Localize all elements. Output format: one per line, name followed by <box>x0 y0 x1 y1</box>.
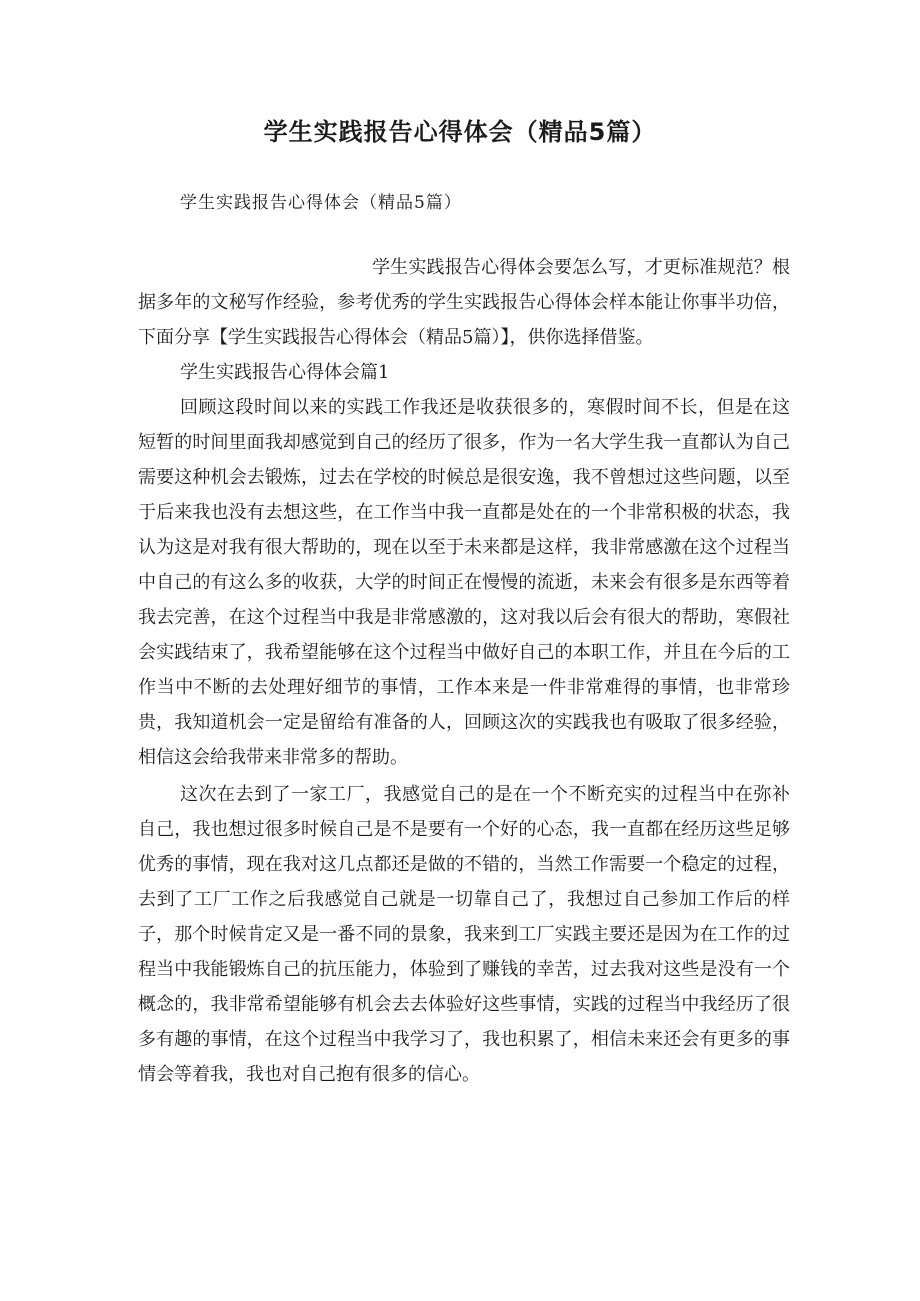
document-subtitle: 学生实践报告心得体会（精品5篇） <box>180 193 462 213</box>
body-paragraph-1: 回顾这段时间以来的实践工作我还是收获很多的，寒假时间不长，但是在这短暂的时间里面我却感觉到自己的经历了很多，作为一名大学生我一直都认为自己需要这种机会去锻炼，过去在学校的时候总是很安逸，我不曾想过这些问题，以至于后来我也没有去想这些，在工作当中我一直都是处在的一个非常积极的状态，我认为这是对我有很大帮助的，现在以至于未来都是这样，我非常感激在这个过程当中自己的有这么多的收获，大学的时间正在慢慢的流逝，未来会有很多是东西等着我去完善，在这个过程当中我是非常感激的，这对我以后会有很大的帮助，寒假社会实践结束了，我希望能够在这个过程当中做好自己的本职工作，并且在今后的工作当中不断的去处理好细节的事情，工作本来是一件非常难得的事情，也非常珍贵，我知道机会一定是留给有准备的人，回顾这次的实践我也有吸取了很多经验，相信这会给我带来非常多的帮助。 <box>138 397 790 768</box>
document-title: 学生实践报告心得体会（精品5篇） <box>263 118 657 146</box>
document-body <box>138 250 790 1092</box>
intro-paragraph: 学生实践报告心得体会要怎么写，才更标准规范？根据多年的文秘写作经验，参考优秀的学生实践报告心得体会样本能让你事半功倍，下面分享【学生实践报告心得体会（精品5篇）】，供你选择借鉴。 <box>138 257 790 348</box>
body-paragraph-2: 这次在去到了一家工厂，我感觉自己的是在一个不断充实的过程当中在弥补自己，我也想过很多时候自己是不是要有一个好的心态，我一直都在经历这些足够优秀的事情，现在我对这几点都还是做的不错的，当然工作需要一个稳定的过程，去到了工厂工作之后我感觉自己就是一切靠自己了，我想过自己参加工作后的样子，那个时候肯定又是一番不同的景象，我来到工厂实践主要还是因为在工作的过程当中我能锻炼自己的抗压能力，体验到了赚钱的幸苦，过去我对这些是没有一个概念的，我非常希望能够有机会去去体验好这些事情，实践的过程当中我经历了很多有趣的事情，在这个过程当中我学习了，我也积累了，相信未来还会有更多的事情会等着我，我也对自己抱有很多的信心。 <box>138 784 790 1085</box>
section-heading: 学生实践报告心得体会篇1 <box>180 362 390 383</box>
